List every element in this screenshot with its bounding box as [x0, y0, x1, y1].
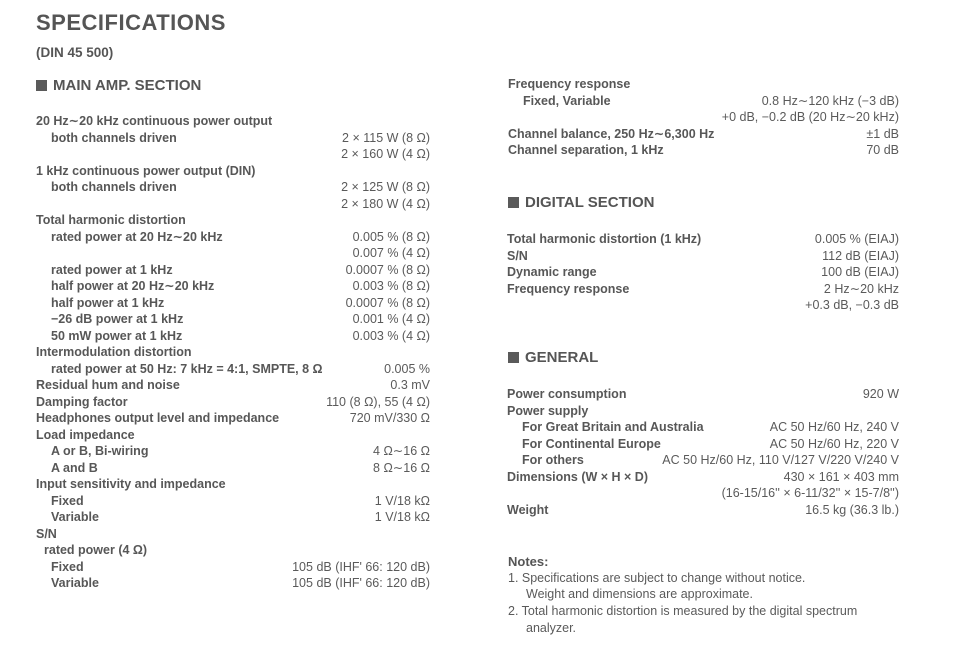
spec-row — [507, 231, 899, 248]
spec-row — [36, 575, 430, 592]
spec-value: +0 dB, −0.2 dB (20 Hz∼20 kHz) — [721, 110, 899, 124]
spec-label: −26 dB power at 1 kHz — [51, 312, 184, 326]
spec-value: 0.005 % (EIAJ) — [814, 232, 899, 246]
spec-value: 112 dB (EIAJ) — [822, 248, 899, 263]
spec-value: 105 dB (IHF' 66: 120 dB) — [292, 576, 430, 590]
spec-label: both channels driven — [51, 180, 177, 194]
spec-value: 4 Ω∼16 Ω — [373, 444, 430, 458]
note-line: 2. Total harmonic distortion is measured by the digital spectrum — [508, 604, 858, 618]
spec-label: half power at 1 kHz — [51, 295, 165, 310]
spec-label: Dynamic range — [507, 265, 597, 279]
spec-value: 2 × 125 W (8 Ω) — [341, 180, 430, 194]
spec-label: Weight — [507, 502, 549, 517]
spec-value: 0.0007 % (8 Ω) — [345, 262, 430, 277]
spec-row — [508, 93, 899, 110]
spec-value: AC 50 Hz/60 Hz, 110 V/127 V/220 V/240 V — [662, 453, 899, 467]
page-subtitle: (DIN 45 500) — [36, 45, 114, 60]
spec-value: 0.8 Hz∼120 kHz (−3 dB) — [761, 93, 899, 108]
spec-label: S/N — [36, 526, 57, 541]
spec-value: 430 × 161 × 403 mm — [783, 469, 899, 484]
general-heading — [508, 349, 598, 366]
spec-label: Variable — [51, 510, 99, 524]
spec-value: 0.003 % (8 Ω) — [352, 279, 430, 293]
spec-value: (16-15/16'' × 6-11/32'' × 15-7/8'') — [721, 486, 899, 500]
spec-row — [36, 559, 430, 576]
spec-row — [36, 443, 430, 460]
spec-row — [36, 146, 430, 163]
spec-row — [507, 386, 899, 403]
spec-row — [36, 509, 430, 526]
spec-row — [36, 542, 430, 559]
spec-row — [508, 76, 899, 93]
general-heading-text: GENERAL — [525, 349, 599, 366]
spec-row — [36, 113, 430, 130]
spec-row — [36, 196, 430, 213]
spec-label: rated power at 20 Hz∼20 kHz — [51, 229, 223, 244]
spec-row — [508, 142, 899, 159]
spec-value: 16.5 kg (36.3 lb.) — [805, 502, 899, 517]
spec-label: Fixed, Variable — [523, 93, 611, 108]
spec-value: 0.007 % (4 Ω) — [352, 246, 430, 260]
spec-row — [507, 485, 899, 502]
digital-heading-text: DIGITAL SECTION — [525, 194, 655, 211]
spec-label: Total harmonic distortion (1 kHz) — [507, 232, 702, 246]
spec-row — [36, 278, 430, 295]
frequency-response-spec-list — [508, 76, 899, 159]
spec-row — [36, 377, 430, 394]
spec-label: Channel balance, 250 Hz∼6,300 Hz — [508, 126, 715, 141]
spec-value: 70 dB — [866, 143, 899, 157]
spec-label: A and B — [51, 460, 98, 475]
spec-label: 20 Hz∼20 kHz continuous power output — [36, 114, 273, 128]
spec-value: 0.0007 % (8 Ω) — [345, 295, 430, 310]
spec-row — [36, 229, 430, 246]
spec-value: 100 dB (EIAJ) — [821, 265, 899, 279]
spec-row — [36, 460, 430, 477]
spec-value: 2 × 160 W (4 Ω) — [341, 147, 430, 161]
spec-row — [508, 126, 899, 143]
spec-label: For Continental Europe — [522, 436, 661, 451]
spec-row — [507, 502, 899, 519]
digital-spec-list — [507, 231, 899, 314]
spec-row — [507, 248, 899, 265]
spec-value: 0.001 % (4 Ω) — [352, 312, 430, 326]
spec-value: 1 V/18 kΩ — [374, 493, 430, 508]
spec-label: Total harmonic distortion — [36, 213, 186, 227]
spec-row — [36, 130, 430, 147]
spec-row — [507, 264, 899, 281]
spec-row — [36, 427, 430, 444]
spec-label: Power consumption — [507, 387, 627, 401]
spec-value: 1 V/18 kΩ — [374, 510, 430, 524]
spec-row — [36, 361, 430, 378]
spec-label: S/N — [507, 248, 528, 263]
spec-label: Power supply — [507, 403, 589, 418]
page-title: SPECIFICATIONS — [36, 10, 226, 35]
general-spec-list — [507, 386, 899, 518]
spec-row — [507, 403, 899, 420]
spec-row — [36, 476, 430, 493]
spec-row — [507, 419, 899, 436]
spec-label: Frequency response — [507, 281, 630, 296]
spec-label: Channel separation, 1 kHz — [508, 143, 664, 157]
spec-label: 1 kHz continuous power output (DIN) — [36, 163, 256, 178]
spec-label: Intermodulation distortion — [36, 345, 192, 359]
spec-value: 105 dB (IHF' 66: 120 dB) — [292, 559, 430, 574]
spec-value: 720 mV/330 Ω — [349, 411, 430, 425]
spec-label: A or B, Bi-wiring — [51, 444, 149, 458]
spec-label: Damping factor — [36, 394, 128, 409]
spec-label: rated power (4 Ω) — [44, 543, 148, 557]
spec-row — [507, 452, 899, 469]
spec-value: ±1 dB — [866, 126, 899, 141]
spec-value: 2 Hz∼20 kHz — [823, 281, 899, 296]
spec-value: AC 50 Hz/60 Hz, 220 V — [769, 436, 899, 451]
spec-label: half power at 20 Hz∼20 kHz — [51, 279, 215, 293]
spec-row — [36, 163, 430, 180]
spec-value: 110 (8 Ω), 55 (4 Ω) — [326, 394, 430, 409]
spec-row — [36, 179, 430, 196]
spec-value: 0.003 % (4 Ω) — [352, 328, 430, 343]
spec-row — [36, 394, 430, 411]
spec-value: 2 × 115 W (8 Ω) — [342, 130, 430, 145]
spec-row — [36, 493, 430, 510]
spec-value: 8 Ω∼16 Ω — [373, 460, 430, 475]
spec-value: 920 W — [862, 387, 899, 401]
spec-row — [36, 344, 430, 361]
spec-value: +0.3 dB, −0.3 dB — [805, 298, 899, 312]
spec-row — [36, 328, 430, 345]
spec-row — [508, 109, 899, 126]
spec-row — [36, 262, 430, 279]
note-line: analyzer. — [526, 621, 577, 635]
main-amp-heading-text: MAIN AMP. SECTION — [53, 77, 202, 94]
square-bullet-icon — [508, 197, 519, 208]
spec-row — [36, 526, 430, 543]
spec-value: 0.3 mV — [390, 378, 430, 392]
spec-label: Fixed — [51, 559, 84, 574]
note-line: 1. Specifications are subject to change without notice. — [508, 571, 806, 585]
spec-label: Frequency response — [508, 77, 631, 91]
spec-label: Variable — [51, 576, 99, 590]
spec-value: 0.005 % — [384, 361, 430, 376]
spec-value: 2 × 180 W (4 Ω) — [341, 196, 430, 211]
main-amp-spec-list — [36, 113, 430, 592]
square-bullet-icon — [36, 80, 47, 91]
spec-label: For Great Britain and Australia — [522, 420, 704, 434]
note-line: Weight and dimensions are approximate. — [526, 587, 753, 601]
spec-row — [36, 311, 430, 328]
spec-value: 0.005 % (8 Ω) — [352, 229, 430, 244]
spec-label: Fixed — [51, 493, 84, 508]
spec-label: 50 mW power at 1 kHz — [51, 328, 183, 343]
spec-row — [36, 245, 430, 262]
spec-label: Headphones output level and impedance — [36, 411, 280, 425]
spec-label: Input sensitivity and impedance — [36, 477, 226, 491]
spec-row — [507, 281, 899, 298]
spec-label: both channels driven — [51, 130, 177, 145]
spec-row — [36, 410, 430, 427]
square-bullet-icon — [508, 352, 519, 363]
spec-value: AC 50 Hz/60 Hz, 240 V — [769, 420, 899, 434]
spec-label: rated power at 1 kHz — [51, 262, 173, 277]
notes-heading: Notes: — [508, 554, 549, 569]
spec-row — [507, 297, 899, 314]
spec-label: Dimensions (W × H × D) — [507, 469, 648, 484]
spec-row — [507, 469, 899, 486]
spec-label: Load impedance — [36, 427, 135, 442]
spec-row — [36, 212, 430, 229]
spec-row — [507, 436, 899, 453]
spec-label: rated power at 50 Hz: 7 kHz = 4:1, SMPTE, 8 Ω — [51, 361, 323, 376]
digital-heading — [508, 194, 654, 211]
spec-label: For others — [522, 453, 584, 467]
spec-row — [36, 295, 430, 312]
spec-label: Residual hum and noise — [36, 378, 180, 392]
main-amp-heading — [36, 77, 201, 94]
